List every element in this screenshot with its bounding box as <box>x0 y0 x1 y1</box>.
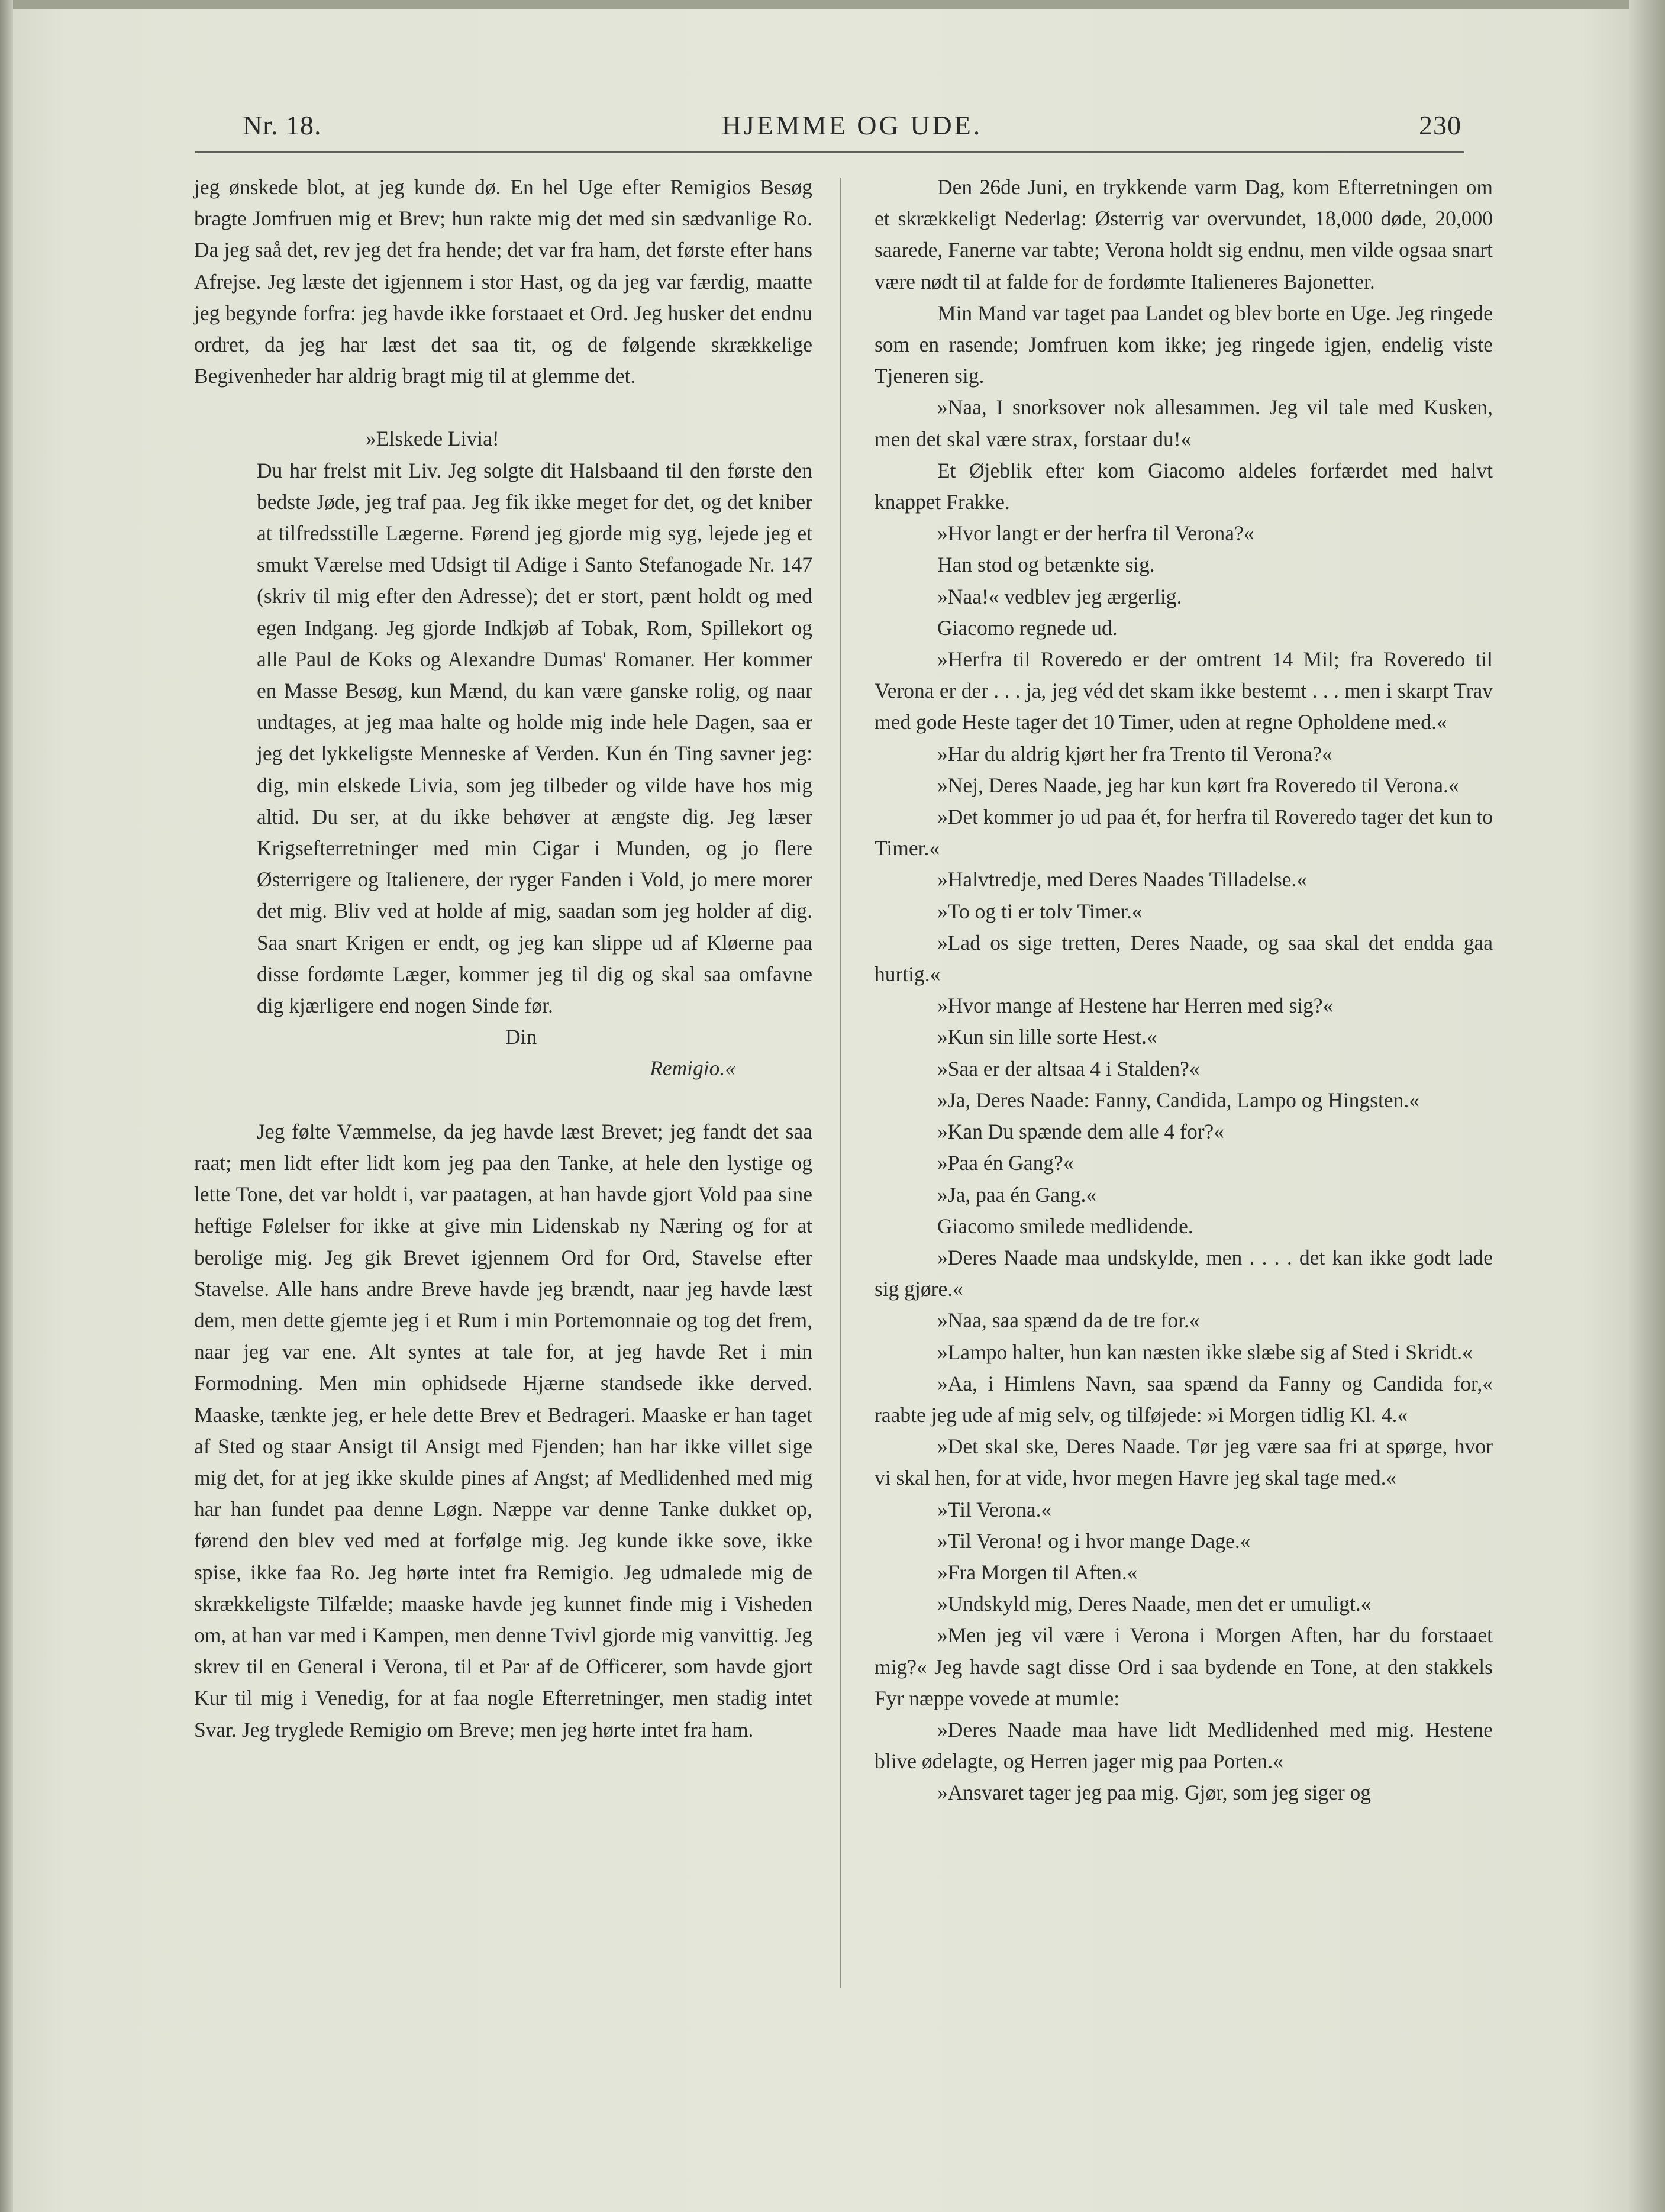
letter-salutation: »Elskede Livia! <box>366 427 499 451</box>
letter-body: Du har frelst mit Liv. Jeg solgte dit Halsbaand til den første den bedste Jøde, jeg traf paa. Jeg fik ikke meget for det, og det kniber at tilfredsstille Lægerne. Førend jeg gjorde mig syg, lejede jeg et smukt Værelse med Udsigt til Adige i Santo Stefanogade Nr. 147 (skriv til mig efter den Adresse); det er stort, pænt holdt og med egen Indgang. Jeg gjorde Indkjøb af Tobak, Rom, Spillekort og alle Paul de Koks og Alexandre Dumas' Romaner. Her kommer en Masse Besøg, kun Mænd, du kan være ganske rolig, og naar undtages, at jeg maa halte og holde mig inde hele Dagen, saa er jeg det lykkeligste Menneske af Verden. Kun én Ting savner jeg: dig, min elskede Livia, som jeg tilbeder og vilde have hos mig altid. Du ser, at du ikke behøver at ængste dig. Jeg læser Krigsefterretninger med min Cigar i Munden, og jo flere Østerrigere og Italienere, der ryger Fanden i Vold, jo mere morer det mig. Bliv ved at holde af mig, saadan som jeg holder af dig. Saa snart Krigen er endt, og jeg kan slippe ud af Kløerne paa disse fordømte Læger, kommer jeg til dig og skal saa omfavne dig kjærligere end nogen Sinde før. <box>257 458 812 1018</box>
dialogue-line: »Hvor mange af Hestene har Herren med sig?« <box>937 994 1334 1018</box>
paragraph: Han stod og betænkte sig. <box>937 553 1155 577</box>
closing-word: Din <box>505 1025 537 1049</box>
dialogue-line: »Men jeg vil være i Verona i Morgen Aften, har du forstaaet mig?« Jeg havde sagt disse Ord i saa bydende en Tone, at den stakkels Fyr næppe vovede at mumle: <box>875 1623 1493 1710</box>
column-divider <box>840 178 841 1988</box>
dialogue-line: »Ja, Deres Naade: Fanny, Candida, Lampo og Hingsten.« <box>937 1088 1419 1112</box>
dialogue-line: »Kun sin lille sorte Hest.« <box>937 1025 1157 1049</box>
scan-right-edge <box>1629 0 1665 2212</box>
dialogue-line: »Naa, saa spænd da de tre for.« <box>937 1308 1200 1333</box>
dialogue-line: »Til Verona! og i hvor mange Dage.« <box>937 1529 1251 1553</box>
dialogue-line: »Det kommer jo ud paa ét, for herfra til Roveredo tager det kun to Timer.« <box>875 805 1493 860</box>
dialogue-line: »Naa!« vedblev jeg ærgerlig. <box>937 584 1182 608</box>
dialogue-line: »Ansvaret tager jeg paa mig. Gjør, som jeg siger og <box>937 1781 1372 1805</box>
header-rule <box>195 151 1464 153</box>
dialogue-line: »Ja, paa én Gang.« <box>937 1182 1097 1207</box>
dialogue-line: »Paa én Gang?« <box>937 1151 1074 1175</box>
scan-left-edge <box>0 0 13 2212</box>
dialogue-line: »Naa, I snorksover nok allesammen. Jeg vil tale med Kusken, men det skal være strax, forstaar du!« <box>875 395 1493 451</box>
dialogue-line: »Saa er der altsaa 4 i Stalden?« <box>937 1056 1200 1081</box>
dialogue-line: »Nej, Deres Naade, jeg har kun kørt fra Roveredo til Verona.« <box>937 773 1459 797</box>
dialogue-line: »Deres Naade maa have lidt Medlidenhed med mig. Hestene blive ødelagte, og Herren jager mig paa Porten.« <box>875 1717 1493 1774</box>
dialogue-line: »Til Verona.« <box>937 1497 1052 1521</box>
dialogue-line: »Fra Morgen til Aften.« <box>937 1560 1138 1584</box>
left-column <box>194 172 812 1746</box>
dialogue-line: »Herfra til Roveredo er der omtrent 14 Mil; fra Roveredo til Verona er der . . . ja, jeg véd det skam ikke bestemt . . . men i skarpt Trav med gode Heste tager det 10 Timer, uden at regne Opholdene med.« <box>875 647 1493 734</box>
paragraph: Giacomo regnede ud. <box>937 615 1118 640</box>
dialogue-line: »Lad os sige tretten, Deres Naade, og saa skal det endda gaa hurtig.« <box>875 930 1493 986</box>
dialogue-line: »Undskyld mig, Deres Naade, men det er umuligt.« <box>937 1592 1372 1616</box>
dialogue-line: »Halvtredje, med Deres Naades Tilladelse.« <box>937 868 1308 892</box>
paragraph: Et Øjeblik efter kom Giacomo aldeles forfærdet med halvt knappet Frakke. <box>875 458 1493 514</box>
dialogue-line: »Deres Naade maa undskylde, men . . . . det kan ikke godt lade sig gjøre.« <box>875 1245 1493 1301</box>
paragraph: Jeg følte Væmmelse, da jeg havde læst Brevet; jeg fandt det saa raat; men lidt efter lidt kom jeg paa den Tanke, at hele den lystige og lette Tone, det var holdt i, var paatagen, at han havde gjort Vold paa sine heftige Følelser for ikke at give min Lidenskab ny Næring og for at berolige mig. Jeg gik Brevet igjennem Ord for Ord, Stavelse efter Stavelse. Alle hans andre Breve havde jeg brændt, naar jeg havde læst dem, men dette gjemte jeg i et Rum i min Portemonnaie og tog det frem, naar jeg var ene. Alt syntes at tale for, at jeg havde Ret i min Formodning. Men min ophidsede Hjærne standsede ikke derved. Maaske, tænkte jeg, er hele dette Brev et Bedrageri. Maaske er han taget af Sted og staar Ansigt til Ansigt med Fjenden; han har ikke villet sige mig det, for at jeg ikke skulde pines af Angst; af Medlidenhed med mig har han fundet paa denne Løgn. Næppe var denne Tanke dukket op, førend den blev ved med at forfølge mig. Jeg kunde ikke sove, ikke spise, ikke faa Ro. Jeg hørte intet fra Remigio. Jeg udmalede mig de skrækkeligste Tilfælde; maaske havde jeg kunnet finde mig i Visheden om, at han var med i Kampen, men denne Tvivl gjorde mig vanvittig. Jeg skrev til en General i Verona, til et Par af de Officerer, som havde gjort Kur til mig i Venedig, for at faa nogle Efterretninger, men stadig intet Svar. Jeg tryglede Remigio om Breve; men jeg hørte intet fra ham. <box>194 1119 812 1742</box>
dialogue-line: »Lampo halter, hun kan næsten ikke slæbe sig af Sted i Skridt.« <box>937 1340 1473 1364</box>
paragraph: Min Mand var taget paa Landet og blev borte en Uge. Jeg ringede som en rasende; Jomfruen kom ikke; jeg ringede igjen, endelig viste Tjeneren sig. <box>875 301 1493 388</box>
letter-signature: Remigio.« <box>650 1056 735 1081</box>
dialogue-line: »Kan Du spænde dem alle 4 for?« <box>937 1120 1225 1144</box>
journal-title: HJEMME OG UDE. <box>721 110 983 140</box>
right-column <box>875 172 1493 1809</box>
scan-top-edge <box>0 0 1665 9</box>
issue-number: Nr. 18. <box>243 110 322 140</box>
dialogue-line: »Det skal ske, Deres Naade. Tør jeg være saa fri at spørge, hvor vi skal hen, for at vide, hvor megen Havre jeg skal tage med.« <box>875 1434 1493 1490</box>
dialogue-line: »Hvor langt er der herfra til Verona?« <box>937 521 1254 546</box>
dialogue-line: »Har du aldrig kjørt her fra Trento til Verona?« <box>937 741 1332 766</box>
paragraph: jeg ønskede blot, at jeg kunde dø. En hel Uge efter Remigios Besøg bragte Jomfruen mig et Brev; hun rakte mig det med sin sædvanlige Ro. Da jeg saå det, rev jeg det fra hende; det var fra ham, det første efter hans Afrejse. Jeg læste det igjennem i stor Hast, og da jeg var færdig, maatte jeg begynde forfra: jeg havde ikke forstaaet et Ord. Jeg husker det endnu ordret, da jeg har læst det saa tit, og de følgende skrækkelige Begivenheder har aldrig bragt mig til at glemme det. <box>194 175 812 388</box>
paragraph: Den 26de Juni, en trykkende varm Dag, kom Efterretningen om et skrækkeligt Nederlag: Østerrig var overvundet, 18,000 døde, 20,000 saarede, Fanerne var tabte; Verona holdt sig endnu, men vilde ogsaa snart være nødt til at falde for de fordømte Italieneres Bajonetter. <box>875 175 1493 294</box>
page-number: 230 <box>1419 110 1461 140</box>
letter-closing <box>194 1021 812 1053</box>
paragraph: Giacomo smilede medlidende. <box>937 1214 1193 1238</box>
dialogue-line: »Aa, i Himlens Navn, saa spænd da Fanny og Candida for,« raabte jeg ude af mig selv, og tilføjede: »i Morgen tidlig Kl. 4.« <box>875 1371 1493 1427</box>
page-header <box>243 109 1461 157</box>
dialogue-line: »To og ti er tolv Timer.« <box>937 899 1143 923</box>
